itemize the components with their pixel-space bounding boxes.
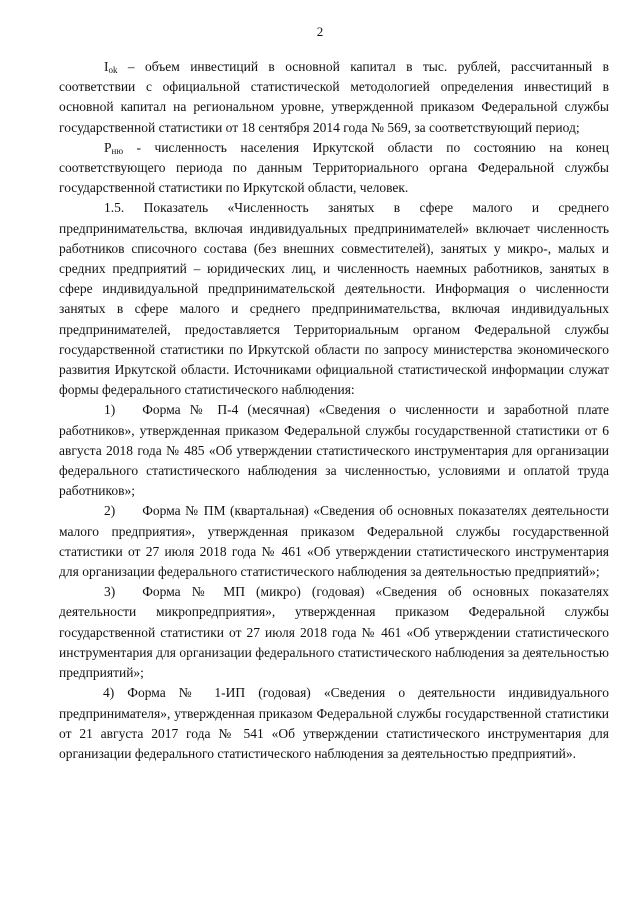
clause-1-5: 1.5. Показатель «Численность занятых в сфере малого и среднего предпринимательства, включая индивидуальных предпринимателей» включает численность работников списочного состава (без внешних совместителей), занятых у микро-, малых и средних предприятий – юридических лиц, и численность наемных работников, занятых в сфере индивидуальной предпринимательской деятельности. Информация о численности занятых в сфере малого и среднего предпринимательства, включая индивидуальных предпринимателей, предоставляется Территориальным органом Федеральной службы государственной статистики по Иркутской области по запросу министерства экономического развития Иркутской области. Источниками официальной статистической информации служат формы федерального статистического наблюдения: — [59, 200, 609, 398]
definition-population-text: - численность населения Иркутской области по состоянию на конец соответствующего периода по данным Территориального органа Федеральной службы государственной статистики по Иркутской области, человек. — [59, 139, 609, 196]
list-item-3: 3) Форма № МП (микро) (годовая) «Сведения об основных показателях деятельности микропредприятия», утвержденная приказом Федеральной службы государственной статистики от 27 июля 2018 года № 461 «Об утверждении статистического инструментария для организации федерального статистического наблюдения за деятельностью предприятий»; — [59, 584, 609, 681]
symbol-p: P — [104, 139, 112, 155]
list-item-4: 4) Форма № 1-ИП (годовая) «Сведения о деятельности индивидуального предпринимателя», утвержденная приказом Федеральной службы государственной статистики от 21 августа 2017 года № 541 «Об утверждении статистического инструментария для организации федерального статистического наблюдения за деятельностью предприятий». — [59, 685, 609, 761]
symbol-i-subscript: ok — [108, 65, 118, 75]
symbol-i: I — [104, 59, 109, 74]
definition-investment-text: – объем инвестиций в основной капитал в тыс. рублей, рассчитанный в соответствии с официальной статистической методологией определения инвестиций в основной капитал на региональном уровне, утвержденной приказом Федеральной службы государственной статистики от 18 сентября 2014 года № 569, за соответствующий период; — [59, 59, 609, 135]
symbol-p-subscript: ню — [111, 145, 124, 156]
definition-investment — [59, 57, 609, 138]
page-number: 2 — [316, 24, 324, 39]
document-body — [59, 57, 609, 764]
definition-population — [59, 138, 609, 199]
list-item-2: 2) Форма № ПМ (квартальная) «Сведения об основных показателях деятельности малого предприятия», утвержденная приказом Федеральной службы государственной статистики от 27 июля 2018 года № 461 «Об утверждении статистического инструментария для организации федерального статистического наблюдения за деятельностью предприятий»; — [59, 503, 609, 580]
list-item-1: 1) Форма № П-4 (месячная) «Сведения о численности и заработной плате работников», утвержденная приказом Федеральной службы государственной статистики от 6 августа 2018 года № 485 «Об утверждении статистического инструментария для организации федерального статистического наблюдения за численностью, условиями и оплатой труда работников»; — [59, 402, 609, 499]
